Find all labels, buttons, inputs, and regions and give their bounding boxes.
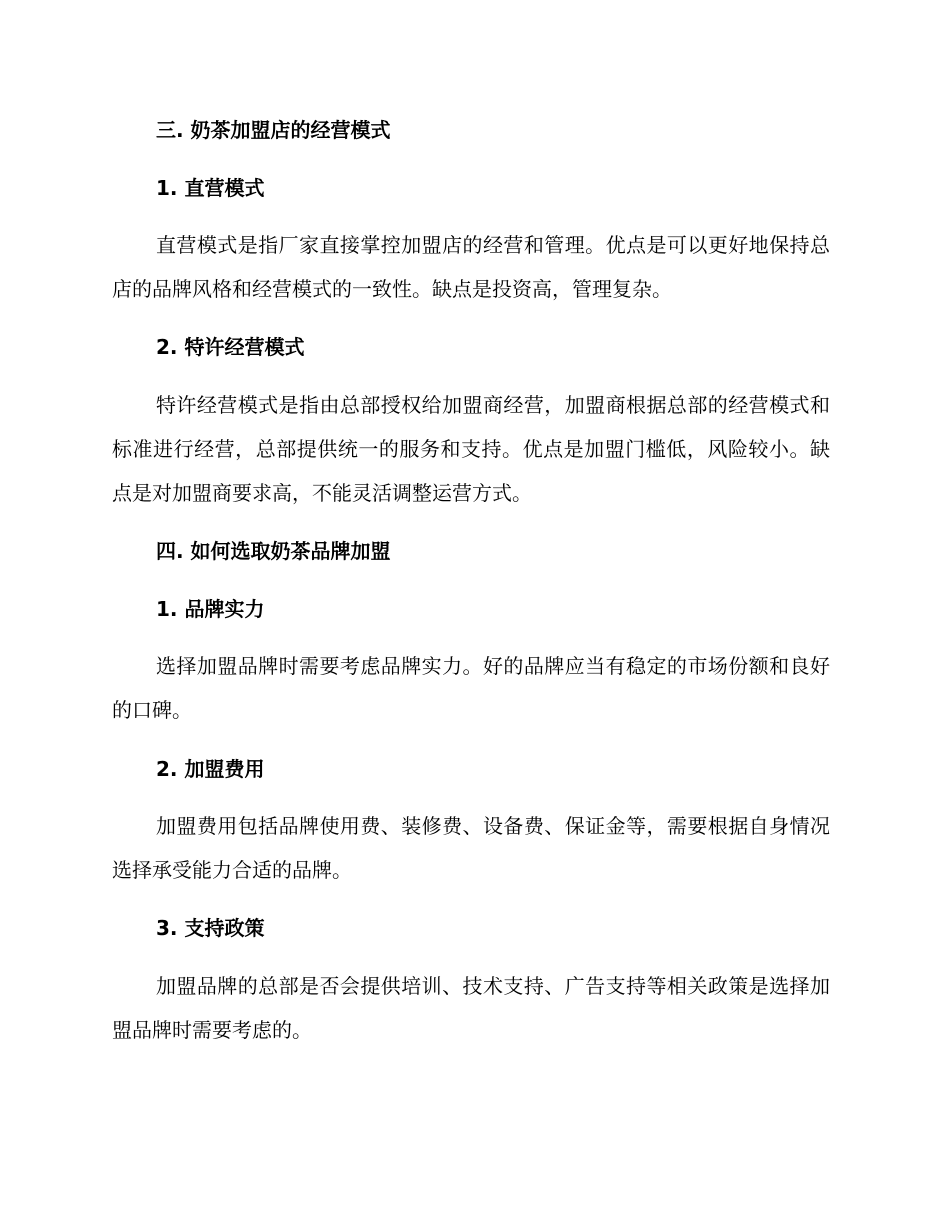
subheading-support-policy: 3. 支持政策 (156, 916, 265, 940)
subheading-franchise-fees: 2. 加盟费用 (156, 757, 265, 781)
paragraph-franchise-operation: 特许经营模式是指由总部授权给加盟商经营，加盟商根据总部的经营模式和标准进行经营，总部提供统一的服务和支持。优点是加盟门槛低，风险较小。缺点是对加盟商要求高，不能灵活调整运营方式。 (112, 393, 830, 505)
subheading-direct-operation: 1. 直营模式 (156, 176, 265, 200)
paragraph-brand-strength: 选择加盟品牌时需要考虑品牌实力。好的品牌应当有稳定的市场份额和良好的口碑。 (112, 654, 830, 722)
section-heading-operating-modes: 三. 奶茶加盟店的经营模式 (156, 118, 391, 142)
paragraph-franchise-fees: 加盟费用包括品牌使用费、装修费、设备费、保证金等，需要根据自身情况选择承受能力合适的品牌。 (112, 814, 830, 882)
section-heading-choosing-brand: 四. 如何选取奶茶品牌加盟 (156, 539, 391, 563)
paragraph-support-policy: 加盟品牌的总部是否会提供培训、技术支持、广告支持等相关政策是选择加盟品牌时需要考虑的。 (112, 974, 830, 1042)
paragraph-direct-operation: 直营模式是指厂家直接掌控加盟店的经营和管理。优点是可以更好地保持总店的品牌风格和经营模式的一致性。缺点是投资高，管理复杂。 (112, 233, 830, 301)
subheading-franchise-operation: 2. 特许经营模式 (156, 335, 305, 359)
subheading-brand-strength: 1. 品牌实力 (156, 597, 265, 621)
